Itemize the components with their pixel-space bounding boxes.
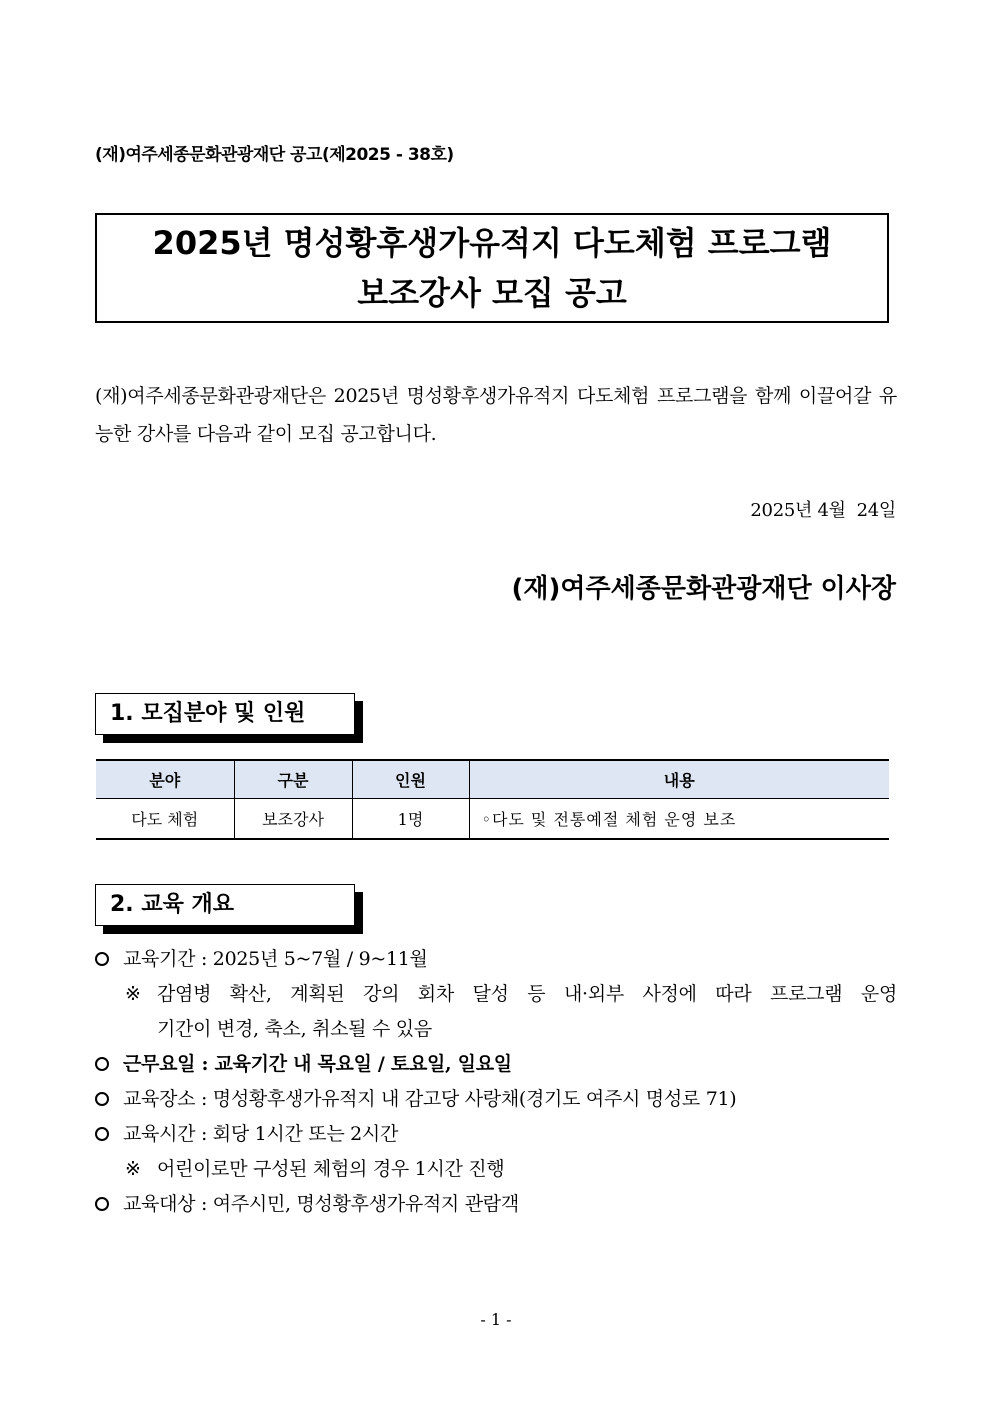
title-line-2: 보조강사 모집 공고 [357,274,627,312]
circle-bullet-icon [95,1127,109,1141]
circle-bullet-icon [95,1057,109,1071]
header-content: 내용 [469,760,889,799]
header-headcount: 인원 [352,760,469,799]
section-2-heading-label: 2. 교육 개요 [95,884,355,926]
reference-mark-icon: ※ [125,1158,141,1180]
recruit-table [96,759,889,840]
title-box [95,213,889,323]
section-1-heading [95,693,355,735]
page-number: - 1 - [480,1310,512,1329]
list-item-period-note [95,977,897,1012]
period-note-line-1: 감염병 확산, 계획된 강의 회차 달성 등 내·외부 사정에 따라 프로그램 운영 [157,983,897,1005]
table-header-row [96,760,889,799]
signer: (재)여주세종문화관광재단 이사장 [511,574,896,604]
circle-bullet-icon [95,952,109,966]
header-category: 구분 [234,760,352,799]
notice-date: 2025년 4월 24일 [750,500,896,521]
cell-field: 다도 체험 [96,799,234,840]
table-row [96,799,889,840]
list-item-target [95,1187,897,1222]
circle-bullet-icon [95,1197,109,1211]
section-1-heading-label: 1. 모집분야 및 인원 [95,693,355,735]
header-field: 분야 [96,760,234,799]
circle-bullet-icon [95,1092,109,1106]
cell-category: 보조강사 [234,799,352,840]
place-text: 교육장소 : 명성황후생가유적지 내 감고당 사랑채(경기도 여주시 명성로 71) [123,1088,737,1110]
list-item-workdays [95,1047,897,1082]
cell-content: ◦다도 및 전통예절 체험 운영 보조 [469,799,889,840]
period-note-line-2: 기간이 변경, 축소, 취소될 수 있음 [157,1018,432,1040]
target-text: 교육대상 : 여주시민, 명성황후생가유적지 관람객 [123,1193,519,1215]
list-item-time [95,1117,897,1152]
workdays-text: 근무요일 : 교육기간 내 목요일 / 토요일, 일요일 [123,1053,512,1075]
period-text: 교육기간 : 2025년 5~7월 / 9~11월 [123,948,428,970]
reference-mark-icon: ※ [125,983,141,1005]
time-note-text: 어린이로만 구성된 체험의 경우 1시간 진행 [157,1158,505,1180]
list-item-place [95,1082,897,1117]
cell-headcount: 1명 [352,799,469,840]
education-overview-list [95,942,897,1222]
time-text: 교육시간 : 회당 1시간 또는 2시간 [123,1123,399,1145]
notice-number: (재)여주세종문화관광재단 공고(제2025 - 38호) [95,145,454,165]
intro-paragraph: (재)여주세종문화관광재단은 2025년 명성황후생가유적지 다도체험 프로그램을 함께 이끌어갈 유능한 강사를 다음과 같이 모집 공고합니다. [95,385,897,445]
title-line-1: 2025년 명성황후생가유적지 다도체험 프로그램 [152,224,832,262]
list-item-period [95,942,897,977]
section-2-heading [95,884,355,926]
list-item-time-note [95,1152,897,1187]
